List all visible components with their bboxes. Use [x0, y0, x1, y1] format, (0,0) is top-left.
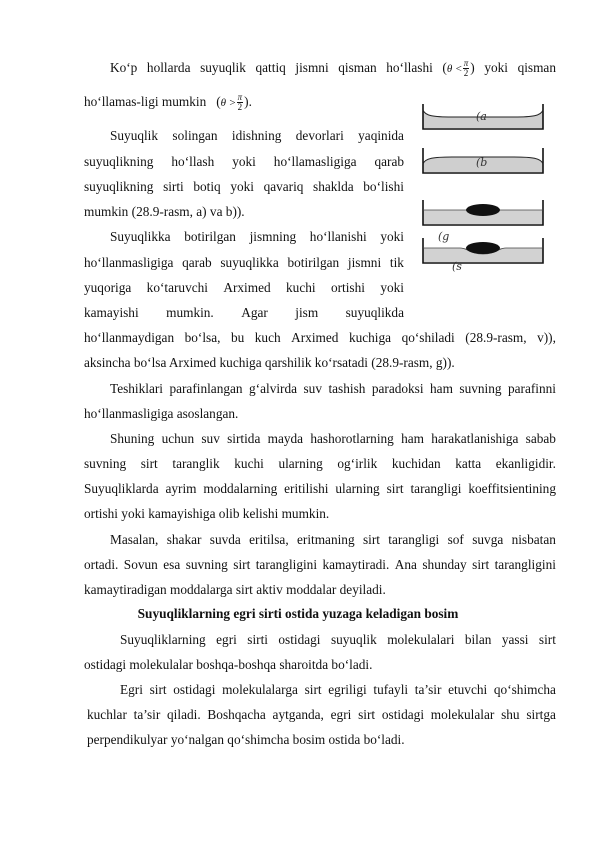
container-b: [422, 148, 544, 174]
p4-line-2: ho‘llanmasligiga asoslangan.: [84, 406, 239, 421]
word: qisman: [517, 60, 556, 75]
p2-line-2: suyuqlikning ho‘llash yoki ho‘llamasligiga qarab: [84, 154, 404, 169]
word: ho‘llashi: [386, 60, 433, 75]
fraction: $\frac{\pi}{2}$: [463, 58, 469, 79]
container-a: [422, 104, 544, 130]
word: suyuqlik: [200, 60, 246, 75]
word: Ko‘p: [110, 60, 138, 75]
word: yoki: [484, 60, 508, 75]
p2-line-3: suyuqlikning sirti botiq yoki qavariq shaklda bo‘lishi: [84, 179, 404, 194]
p3-line-3: yuqoriga ko‘taruvchi Arximed kuchi ortishi yoki: [84, 280, 404, 295]
p3-line-2: ho‘llanmasligiga qarab suyuqlikka botirilgan jismni tik: [84, 255, 404, 270]
section-heading: Suyuqliklarning egri sirti ostida yuzaga keladigan bosim: [137, 606, 459, 621]
p3-line-5: ho‘llanmaydigan bo‘lsa, bu kuch Arximed kuchiga qo‘shiladi (28.9-rasm, v)),: [84, 330, 556, 345]
p2-line-4: mumkin (28.9-rasm, a) va b)).: [84, 204, 245, 219]
container-v-drawing: [422, 200, 544, 226]
word: hollarda: [146, 60, 191, 75]
p3-line-6: aksincha bo‘lsa Arximed kuchiga qarshilik ko‘rsatadi (28.9-rasm, g)).: [84, 355, 455, 370]
p7-line-2: ostidagi molekulalar boshqa-boshqa sharoitda bo‘ladi.: [84, 657, 373, 672]
figure-label-g: (g: [438, 230, 450, 243]
word: qattiq: [255, 60, 286, 75]
p5-line-2: suvning sirt taranglik kuchi ularning og‘irlik kuchidan katta ekanligidir.: [84, 456, 556, 471]
p6-line-1: Masalan, shakar suvda eritilsa, eritmaning sirt tarangligi sof suvga nisbatan: [110, 532, 556, 547]
p4-line-1: Teshiklari parafinlangan g‘alvirda suv tashish paradoksi ham suvning parafinni: [110, 381, 556, 396]
formula-theta-lt-pi-half: (θ < $\frac{\pi}{2}$ ): [442, 58, 475, 79]
p6-line-2: ortadi. Sovun esa suvning sirt tarangligini kamaytiradi. Ana shunday sirt tarangligini: [84, 557, 556, 572]
container-s: [422, 256, 544, 282]
fraction: $\frac{\pi}{2}$: [237, 92, 243, 113]
figure-label-b: (b: [476, 156, 488, 169]
p3-line-4: kamayishi mumkin. Agar jism suyuqlikda: [84, 305, 404, 320]
figure-28-9: [416, 98, 550, 282]
word: qisman: [338, 60, 377, 75]
figure-label-a: (a: [476, 110, 487, 123]
p1-line-1: [110, 58, 556, 79]
figure-label-s: (s: [452, 260, 462, 273]
p5-line-1: Shuning uchun suv sirtida mayda hashorotlarning ham harakatlanishiga sabab: [110, 431, 556, 446]
p5-line-4: ortishi yoki kamayishiga olib kelishi mumkin.: [84, 506, 330, 521]
p1-line-2: ho‘llamas-ligi mumkin (θ > $\frac{\pi}{2}$ ).: [84, 92, 252, 113]
p8-line-3: perpendikulyar yo‘nalgan qo‘shimcha bosim ostida bo‘ladi.: [87, 732, 405, 747]
word: jismni: [295, 60, 329, 75]
p5-line-3: Suyuqliklarda ayrim moddalarning eritilishi ularning sirt tarangligi koeffitsientining: [84, 481, 556, 496]
p7-line-1: Suyuqliklarning egri sirti ostidagi suyuqlik molekulalari bilan yassi sirt: [120, 632, 556, 647]
p8-line-2: kuchlar ta’sir qiladi. Boshqacha aytganda, egri sirt ostidagi molekulalar shu sirtga: [87, 707, 556, 722]
p6-line-3: kamaytiradigan moddalarga sirt aktiv moddalar deyiladi.: [84, 582, 386, 597]
p3-line-1: Suyuqlikka botirilgan jismning ho‘llanishi yoki: [110, 229, 404, 244]
container-v: [422, 200, 544, 226]
p8-line-1: Egri sirt ostidagi molekulalarga sirt egriligi tufayli ta’sir etuvchi qo‘shimcha: [120, 682, 556, 697]
p2-line-1: Suyuqlik solingan idishning devorlari yaqinida: [110, 128, 404, 143]
